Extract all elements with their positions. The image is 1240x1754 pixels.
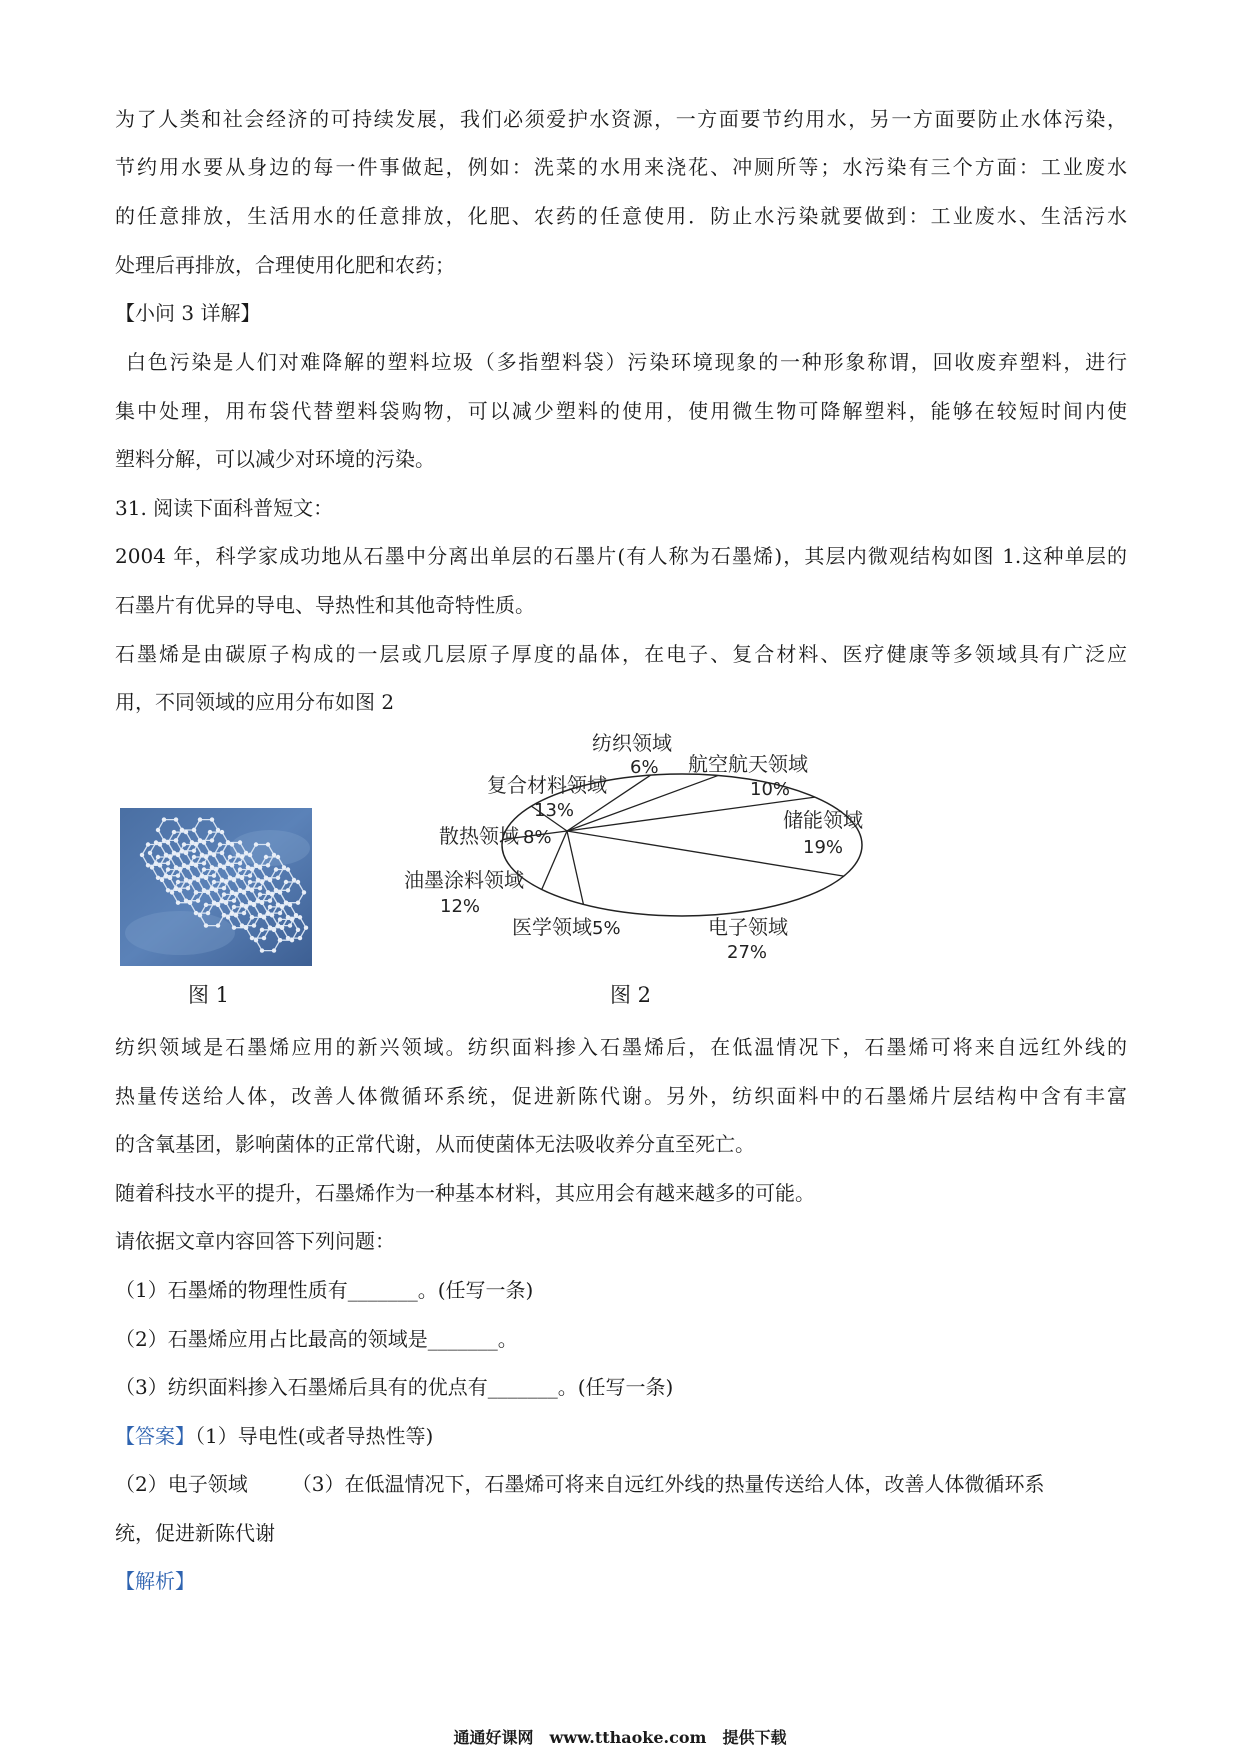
paragraph-line: 用，不同领域的应用分布如图 2	[115, 690, 395, 714]
pie-label-ink-coating: 油墨涂料领域	[404, 868, 524, 892]
pie-label-textile: 纺织领域	[592, 731, 672, 755]
answer-line: 统，促进新陈代谢	[115, 1521, 275, 1545]
paragraph-line: 节约用水要从身边的每一件事做起，例如：洗菜的水用来浇花、冲厕所等；水污染有三个方面：工业废水	[115, 155, 1127, 179]
pie-value-aerospace: 10%	[750, 779, 791, 800]
question-item: （3）纺织面料掺入石墨烯后具有的优点有_______。(任写一条)	[115, 1375, 674, 1399]
pie-label-aerospace: 航空航天领域	[688, 752, 808, 776]
question-item: （1）石墨烯的物理性质有_______。(任写一条)	[115, 1278, 534, 1302]
pie-label-energy-storage: 储能领域	[783, 808, 863, 832]
pie-value-ink-coating: 12%	[440, 896, 481, 917]
paragraph-line: 的含氧基团，影响菌体的正常代谢，从而使菌体无法吸收养分直至死亡。	[115, 1132, 755, 1156]
paragraph-line: 集中处理，用布袋代替塑料袋购物，可以减少塑料的使用，使用微生物可降解塑料，能够在较短时间内使	[115, 399, 1127, 423]
answer-tag: 【答案】	[115, 1424, 195, 1448]
answer-line	[115, 1471, 1127, 1497]
paragraph-line: 热量传送给人体，改善人体微循环系统，促进新陈代谢。另外，纺织面料中的石墨烯片层结构中含有丰富	[115, 1084, 1127, 1108]
figure-2-caption: 图 2	[610, 983, 652, 1007]
pie-label-electronics: 电子领域	[708, 915, 788, 939]
answer-3: （3）在低温情况下，石墨烯可将来自远红外线的热量传送给人体，改善人体微循环系	[291, 1472, 1045, 1496]
paragraph-line: 石墨片有优异的导电、导热性和其他奇特性质。	[115, 593, 535, 617]
paragraph-line: 处理后再排放，合理使用化肥和农药；	[115, 253, 455, 277]
question-31-title: 31. 阅读下面科普短文：	[115, 496, 334, 520]
paragraph-line: 白色污染是人们对难降解的塑料垃圾（多指塑料袋）污染环境现象的一种形象称谓，回收废弃塑料，进行	[126, 350, 1127, 374]
pie-value-textile: 6%	[630, 757, 659, 778]
paragraph-line: 2004 年，科学家成功地从石墨中分离出单层的石墨片(有人称为石墨烯)，其层内微观结构如图 1.这种单层的	[115, 544, 1127, 568]
paragraph-line: 随着科技水平的提升，石墨烯作为一种基本材料，其应用会有越来越多的可能。	[115, 1181, 815, 1205]
pie-label-composite: 复合材料领域	[487, 773, 607, 797]
pie-label-heat-dissipation: 散热领域 8%	[439, 824, 552, 848]
figure-1-graphene-image	[120, 808, 312, 966]
paragraph-line: 的任意排放，生活用水的任意排放，化肥、农药的任意使用．防止水污染就要做到：工业废水、生活污水	[115, 204, 1127, 228]
pie-label-medical: 医学领域5%	[512, 915, 621, 939]
paragraph-line: 为了人类和社会经济的可持续发展，我们必须爱护水资源，一方面要节约用水，另一方面要防止水体污染，	[115, 107, 1127, 131]
question-item: （2）石墨烯应用占比最高的领域是_______。	[115, 1327, 518, 1351]
answer-line	[115, 1423, 1127, 1449]
pie-value-composite: 13%	[534, 800, 575, 821]
paragraph-line: 纺织领域是石墨烯应用的新兴领域。纺织面料掺入石墨烯后，在低温情况下，石墨烯可将来自远红外线的	[115, 1035, 1127, 1059]
graphene-lattice-icon	[120, 808, 312, 966]
subquestion-heading: 【小问 3 详解】	[115, 301, 261, 325]
paragraph-line: 塑料分解，可以减少对环境的污染。	[115, 447, 435, 471]
figure-1-caption: 图 1	[188, 983, 230, 1007]
pie-value-energy-storage: 19%	[803, 837, 844, 858]
analysis-tag: 【解析】	[115, 1569, 195, 1593]
paragraph-line: 请依据文章内容回答下列问题：	[115, 1229, 395, 1253]
footer: 通通好课网 www.tthaoke.com 提供下载	[453, 1728, 787, 1747]
paragraph-line: 石墨烯是由碳原子构成的一层或几层原子厚度的晶体，在电子、复合材料、医疗健康等多领域具有广泛应	[115, 642, 1127, 666]
answer-1: （1）导电性(或者导热性等)	[195, 1424, 434, 1448]
answer-2: （2）电子领域	[115, 1472, 248, 1496]
pie-value-electronics: 27%	[727, 942, 768, 963]
